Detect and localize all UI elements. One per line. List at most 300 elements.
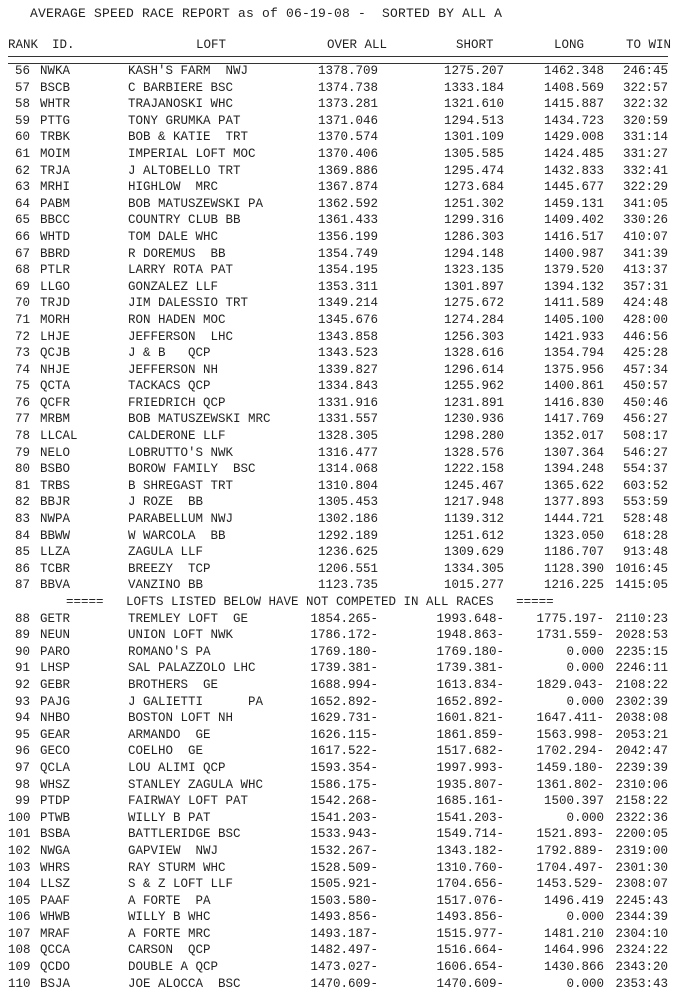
to-win-cell: 425:28 (622, 346, 668, 361)
overall-cell: 1503.580- (310, 893, 378, 908)
short-cell: 1515.977- (436, 926, 504, 941)
short-cell: 1309.629 (443, 545, 504, 560)
id-cell: PTDP (40, 794, 71, 809)
rank-cell: 72 (14, 329, 30, 344)
loft-cell: JIM DALESSIO TRT (128, 296, 249, 311)
long-cell: 1216.225 (543, 578, 604, 593)
rank-cell: 74 (14, 362, 30, 377)
long-cell: 1416.517 (543, 229, 604, 244)
rank-cell: 75 (14, 379, 30, 394)
rank-cell: 64 (14, 196, 30, 211)
header-short: SHORT (456, 38, 494, 52)
id-cell: NELO (40, 445, 71, 460)
to-win-cell: 446:56 (622, 329, 668, 344)
incomplete-races-separator (0, 595, 700, 612)
overall-cell: 1493.856- (310, 910, 378, 925)
id-cell: QCDO (40, 960, 71, 975)
short-cell: 1652.892- (436, 694, 504, 709)
table-row (0, 213, 700, 230)
loft-cell: RON HADEN MOC (128, 312, 226, 327)
overall-cell: 1345.676 (317, 312, 378, 327)
overall-cell: 1353.311 (317, 279, 378, 294)
rank-cell: 61 (14, 146, 30, 161)
overall-cell: 1334.843 (317, 379, 378, 394)
overall-cell: 1362.592 (317, 196, 378, 211)
overall-cell: 1505.921- (310, 877, 378, 892)
long-cell: 1400.987 (543, 246, 604, 261)
id-cell: MRAF (40, 926, 71, 941)
overall-cell: 1374.738 (317, 80, 378, 95)
table-row (0, 910, 700, 927)
long-cell: 1379.520 (543, 263, 604, 278)
short-cell: 1601.821- (436, 711, 504, 726)
rank-cell: 57 (14, 80, 30, 95)
rank-cell: 59 (14, 113, 30, 128)
loft-cell: TREMLEY LOFT GE (128, 611, 249, 626)
short-cell: 1997.993- (436, 760, 504, 775)
to-win-cell: 341:39 (622, 246, 668, 261)
id-cell: GEBR (40, 677, 71, 692)
id-cell: PAAF (40, 893, 71, 908)
long-cell: 1464.996 (543, 943, 604, 958)
short-cell: 1301.109 (443, 130, 504, 145)
overall-cell: 1310.804 (317, 478, 378, 493)
loft-cell: VANZINO BB (128, 578, 204, 593)
loft-cell: TOM DALE WHC (128, 229, 219, 244)
table-row (0, 462, 700, 479)
loft-cell: RAY STURM WHC (128, 860, 226, 875)
overall-cell: 1533.943- (310, 827, 378, 842)
table-row (0, 578, 700, 595)
overall-cell: 1493.187- (310, 926, 378, 941)
short-cell: 1470.609- (436, 976, 504, 991)
short-cell: 1230.936 (443, 412, 504, 427)
to-win-cell: 331:27 (622, 146, 668, 161)
loft-cell: FAIRWAY LOFT PAT (128, 794, 249, 809)
short-cell: 1769.180- (436, 644, 504, 659)
short-cell: 1222.158 (443, 462, 504, 477)
loft-cell: J GALIETTI PA (128, 694, 264, 709)
short-cell: 1517.682- (436, 744, 504, 759)
long-cell: 1416.830 (543, 395, 604, 410)
table-row (0, 927, 700, 944)
loft-cell: W WARCOLA BB (128, 528, 226, 543)
table-row (0, 280, 700, 297)
rank-cell: 100 (8, 810, 31, 825)
short-cell: 1334.305 (443, 561, 504, 576)
to-win-cell: 2042:47 (615, 744, 668, 759)
id-cell: QCLA (40, 760, 71, 775)
rank-cell: 56 (14, 64, 30, 78)
short-cell: 1305.585 (443, 146, 504, 161)
to-win-cell: 528:48 (622, 512, 668, 527)
long-cell: 1432.833 (543, 163, 604, 178)
long-cell: 1775.197- (536, 611, 604, 626)
id-cell: PAJG (40, 694, 71, 709)
loft-cell: FRIEDRICH QCP (128, 395, 226, 410)
short-cell: 1286.303 (443, 229, 504, 244)
loft-cell: LOBRUTTO'S NWK (128, 445, 234, 460)
to-win-cell: 2304:10 (615, 926, 668, 941)
overall-cell: 1328.305 (317, 429, 378, 444)
rank-cell: 58 (14, 97, 30, 112)
loft-cell: J ALTOBELLO TRT (128, 163, 241, 178)
overall-cell: 1361.433 (317, 213, 378, 228)
to-win-cell: 2245:43 (615, 893, 668, 908)
to-win-cell: 2246:11 (615, 661, 668, 676)
to-win-cell: 2310:06 (615, 777, 668, 792)
rank-cell: 86 (14, 561, 30, 576)
to-win-cell: 2324:22 (615, 943, 668, 958)
short-cell: 1606.654- (436, 960, 504, 975)
overall-cell: 1343.523 (317, 346, 378, 361)
id-cell: LLCAL (40, 429, 78, 444)
to-win-cell: 424:48 (622, 296, 668, 311)
long-cell: 1424.485 (543, 146, 604, 161)
to-win-cell: 357:31 (622, 279, 668, 294)
to-win-cell: 332:41 (622, 163, 668, 178)
id-cell: BBJR (40, 495, 71, 510)
table-row (0, 744, 700, 761)
table-row (0, 811, 700, 828)
to-win-cell: 322:29 (622, 180, 668, 195)
id-cell: PTLR (40, 263, 71, 278)
table-row (0, 645, 700, 662)
long-cell: 1421.933 (543, 329, 604, 344)
rank-cell: 99 (14, 794, 30, 809)
short-cell: 1295.474 (443, 163, 504, 178)
loft-cell: B SHREGAST TRT (128, 478, 234, 493)
long-cell: 1481.210 (543, 926, 604, 941)
overall-cell: 1371.046 (317, 113, 378, 128)
table-row (0, 877, 700, 894)
to-win-cell: 322:57 (622, 80, 668, 95)
long-cell: 1354.794 (543, 346, 604, 361)
loft-cell: S & Z LOFT LLF (128, 877, 234, 892)
loft-cell: C BARBIERE BSC (128, 80, 234, 95)
to-win-cell: 913:48 (622, 545, 668, 560)
short-cell: 1993.648- (436, 611, 504, 626)
table-row (0, 180, 700, 197)
overall-cell: 1528.509- (310, 860, 378, 875)
short-cell: 1294.148 (443, 246, 504, 261)
long-cell: 1434.723 (543, 113, 604, 128)
table-row (0, 446, 700, 463)
rank-cell: 85 (14, 545, 30, 560)
to-win-cell: 450:57 (622, 379, 668, 394)
overall-cell: 1629.731- (310, 711, 378, 726)
table-row (0, 97, 700, 114)
table-row (0, 512, 700, 529)
rank-cell: 107 (8, 926, 31, 941)
rank-cell: 60 (14, 130, 30, 145)
to-win-cell: 2028:53 (615, 628, 668, 643)
header-to-win: TO WIN (626, 38, 672, 52)
id-cell: QCJB (40, 346, 71, 361)
overall-cell: 1541.203- (310, 810, 378, 825)
to-win-cell: 2344:39 (615, 910, 668, 925)
id-cell: WHTD (40, 229, 71, 244)
rank-cell: 63 (14, 180, 30, 195)
table-row (0, 64, 700, 81)
short-cell: 1343.182- (436, 843, 504, 858)
short-cell: 1294.513 (443, 113, 504, 128)
overall-cell: 1854.265- (310, 611, 378, 626)
report-title: AVERAGE SPEED RACE REPORT as of 06-19-08 - SORTED BY ALL A (30, 6, 503, 21)
rank-cell: 95 (14, 727, 30, 742)
short-cell: 1328.616 (443, 346, 504, 361)
id-cell: PARO (40, 644, 71, 659)
loft-cell: UNION LOFT NWK (128, 628, 234, 643)
loft-cell: J & B QCP (128, 346, 211, 361)
id-cell: QCFR (40, 395, 71, 410)
loft-cell: WILLY B PAT (128, 810, 211, 825)
table-row (0, 661, 700, 678)
rank-cell: 89 (14, 628, 30, 643)
rank-cell: 94 (14, 711, 30, 726)
separator-text: ===== LOFTS LISTED BELOW HAVE NOT COMPETED IN ALL RACES ===== (66, 595, 554, 609)
table-row (0, 728, 700, 745)
overall-cell: 1373.281 (317, 97, 378, 112)
loft-cell: TRAJANOSKI WHC (128, 97, 234, 112)
overall-cell: 1302.186 (317, 512, 378, 527)
column-header-row (0, 38, 700, 54)
rank-cell: 102 (8, 843, 31, 858)
rank-cell: 69 (14, 279, 30, 294)
table-row (0, 778, 700, 795)
table-row (0, 695, 700, 712)
id-cell: QCTA (40, 379, 71, 394)
loft-cell: JOE ALOCCA BSC (128, 976, 241, 991)
short-cell: 1861.859- (436, 727, 504, 742)
table-row (0, 529, 700, 546)
overall-cell: 1331.557 (317, 412, 378, 427)
rank-cell: 87 (14, 578, 30, 593)
to-win-cell: 457:34 (622, 362, 668, 377)
header-divider (8, 56, 668, 64)
table-row (0, 711, 700, 728)
overall-cell: 1354.749 (317, 246, 378, 261)
to-win-cell: 341:05 (622, 196, 668, 211)
table-row (0, 164, 700, 181)
rank-cell: 83 (14, 512, 30, 527)
report-rows (0, 64, 700, 993)
loft-cell: GAPVIEW NWJ (128, 843, 219, 858)
overall-cell: 1688.994- (310, 677, 378, 692)
overall-cell: 1369.886 (317, 163, 378, 178)
id-cell: BSJA (40, 976, 71, 991)
short-cell: 1256.303 (443, 329, 504, 344)
long-cell: 1521.893- (536, 827, 604, 842)
rank-cell: 104 (8, 877, 31, 892)
loft-cell: JEFFERSON NH (128, 362, 219, 377)
table-row (0, 330, 700, 347)
id-cell: TRJD (40, 296, 71, 311)
to-win-cell: 508:17 (622, 429, 668, 444)
short-cell: 1333.184 (443, 80, 504, 95)
id-cell: BBCC (40, 213, 71, 228)
overall-cell: 1314.068 (317, 462, 378, 477)
id-cell: BBVA (40, 578, 71, 593)
long-cell: 1415.887 (543, 97, 604, 112)
id-cell: TRBS (40, 478, 71, 493)
short-cell: 1321.610 (443, 97, 504, 112)
short-cell: 1251.612 (443, 528, 504, 543)
short-cell: 1310.760- (436, 860, 504, 875)
overall-cell: 1316.477 (317, 445, 378, 460)
long-cell: 1307.364 (543, 445, 604, 460)
long-cell: 0.000 (566, 810, 604, 825)
table-row (0, 794, 700, 811)
to-win-cell: 2200:05 (615, 827, 668, 842)
rank-cell: 110 (8, 976, 31, 991)
overall-cell: 1470.609- (310, 976, 378, 991)
table-row (0, 296, 700, 313)
id-cell: WHWB (40, 910, 71, 925)
table-row (0, 479, 700, 496)
loft-cell: KASH'S FARM NWJ (128, 64, 249, 78)
to-win-cell: 456:27 (622, 412, 668, 427)
rank-cell: 88 (14, 611, 30, 626)
id-cell: BSBA (40, 827, 71, 842)
long-cell: 1829.043- (536, 677, 604, 692)
long-cell: 0.000 (566, 694, 604, 709)
id-cell: PTWB (40, 810, 71, 825)
overall-cell: 1349.214 (317, 296, 378, 311)
overall-cell: 1370.406 (317, 146, 378, 161)
short-cell: 1549.714- (436, 827, 504, 842)
to-win-cell: 2235:15 (615, 644, 668, 659)
table-row (0, 263, 700, 280)
rank-cell: 62 (14, 163, 30, 178)
overall-cell: 1586.175- (310, 777, 378, 792)
long-cell: 1459.131 (543, 196, 604, 211)
to-win-cell: 2322:36 (615, 810, 668, 825)
short-cell: 1298.280 (443, 429, 504, 444)
long-cell: 1411.589 (543, 296, 604, 311)
to-win-cell: 603:52 (622, 478, 668, 493)
loft-cell: IMPERIAL LOFT MOC (128, 146, 256, 161)
overall-cell: 1593.354- (310, 760, 378, 775)
header-rank: RANK (8, 38, 39, 52)
short-cell: 1245.467 (443, 478, 504, 493)
rank-cell: 76 (14, 395, 30, 410)
loft-cell: GONZALEZ LLF (128, 279, 219, 294)
long-cell: 0.000 (566, 644, 604, 659)
rank-cell: 77 (14, 412, 30, 427)
to-win-cell: 450:46 (622, 395, 668, 410)
long-cell: 1647.411- (536, 711, 604, 726)
header-id: ID. (52, 38, 75, 52)
loft-cell: BOSTON LOFT NH (128, 711, 234, 726)
table-row (0, 114, 700, 131)
id-cell: BSCB (40, 80, 71, 95)
to-win-cell: 554:37 (622, 462, 668, 477)
overall-cell: 1378.709 (317, 64, 378, 78)
long-cell: 1459.180- (536, 760, 604, 775)
to-win-cell: 618:28 (622, 528, 668, 543)
overall-cell: 1305.453 (317, 495, 378, 510)
overall-cell: 1356.199 (317, 229, 378, 244)
loft-cell: J ROZE BB (128, 495, 204, 510)
short-cell: 1231.891 (443, 395, 504, 410)
overall-cell: 1617.522- (310, 744, 378, 759)
table-row (0, 827, 700, 844)
id-cell: MOIM (40, 146, 71, 161)
long-cell: 1375.956 (543, 362, 604, 377)
loft-cell: CARSON QCP (128, 943, 211, 958)
overall-cell: 1370.574 (317, 130, 378, 145)
rank-cell: 79 (14, 445, 30, 460)
id-cell: NWPA (40, 512, 71, 527)
overall-cell: 1354.195 (317, 263, 378, 278)
rank-cell: 92 (14, 677, 30, 692)
short-cell: 1935.807- (436, 777, 504, 792)
table-row (0, 943, 700, 960)
table-row (0, 230, 700, 247)
rank-cell: 82 (14, 495, 30, 510)
loft-cell: BOB & KATIE TRT (128, 130, 249, 145)
long-cell: 1409.402 (543, 213, 604, 228)
loft-cell: R DOREMUS BB (128, 246, 226, 261)
overall-cell: 1343.858 (317, 329, 378, 344)
to-win-cell: 2301:30 (615, 860, 668, 875)
short-cell: 1704.656- (436, 877, 504, 892)
long-cell: 1563.998- (536, 727, 604, 742)
loft-cell: A FORTE PA (128, 893, 211, 908)
loft-cell: BATTLERIDGE BSC (128, 827, 241, 842)
long-cell: 1377.893 (543, 495, 604, 510)
loft-cell: CALDERONE LLF (128, 429, 226, 444)
overall-cell: 1626.115- (310, 727, 378, 742)
table-row (0, 678, 700, 695)
loft-cell: BOROW FAMILY BSC (128, 462, 256, 477)
table-row (0, 429, 700, 446)
loft-cell: HIGHLOW MRC (128, 180, 219, 195)
short-cell: 1948.863- (436, 628, 504, 643)
table-row (0, 197, 700, 214)
long-cell: 1186.707 (543, 545, 604, 560)
id-cell: PABM (40, 196, 71, 211)
loft-cell: COELHO GE (128, 744, 204, 759)
overall-cell: 1331.916 (317, 395, 378, 410)
long-cell: 1792.889- (536, 843, 604, 858)
rank-cell: 91 (14, 661, 30, 676)
table-row (0, 562, 700, 579)
rank-cell: 65 (14, 213, 30, 228)
overall-cell: 1542.268- (310, 794, 378, 809)
to-win-cell: 330:26 (622, 213, 668, 228)
table-row (0, 147, 700, 164)
loft-cell: SAL PALAZZOLO LHC (128, 661, 256, 676)
loft-cell: BOB MATUSZEWSKI MRC (128, 412, 271, 427)
short-cell: 1273.684 (443, 180, 504, 195)
short-cell: 1323.135 (443, 263, 504, 278)
table-row (0, 977, 700, 993)
id-cell: BBRD (40, 246, 71, 261)
to-win-cell: 246:45 (622, 64, 668, 78)
loft-cell: ROMANO'S PA (128, 644, 211, 659)
long-cell: 1128.390 (543, 561, 604, 576)
header-long: LONG (554, 38, 585, 52)
table-row (0, 412, 700, 429)
id-cell: GETR (40, 611, 71, 626)
overall-cell: 1786.172- (310, 628, 378, 643)
rank-cell: 106 (8, 910, 31, 925)
rank-cell: 71 (14, 312, 30, 327)
long-cell: 1361.802- (536, 777, 604, 792)
overall-cell: 1292.189 (317, 528, 378, 543)
